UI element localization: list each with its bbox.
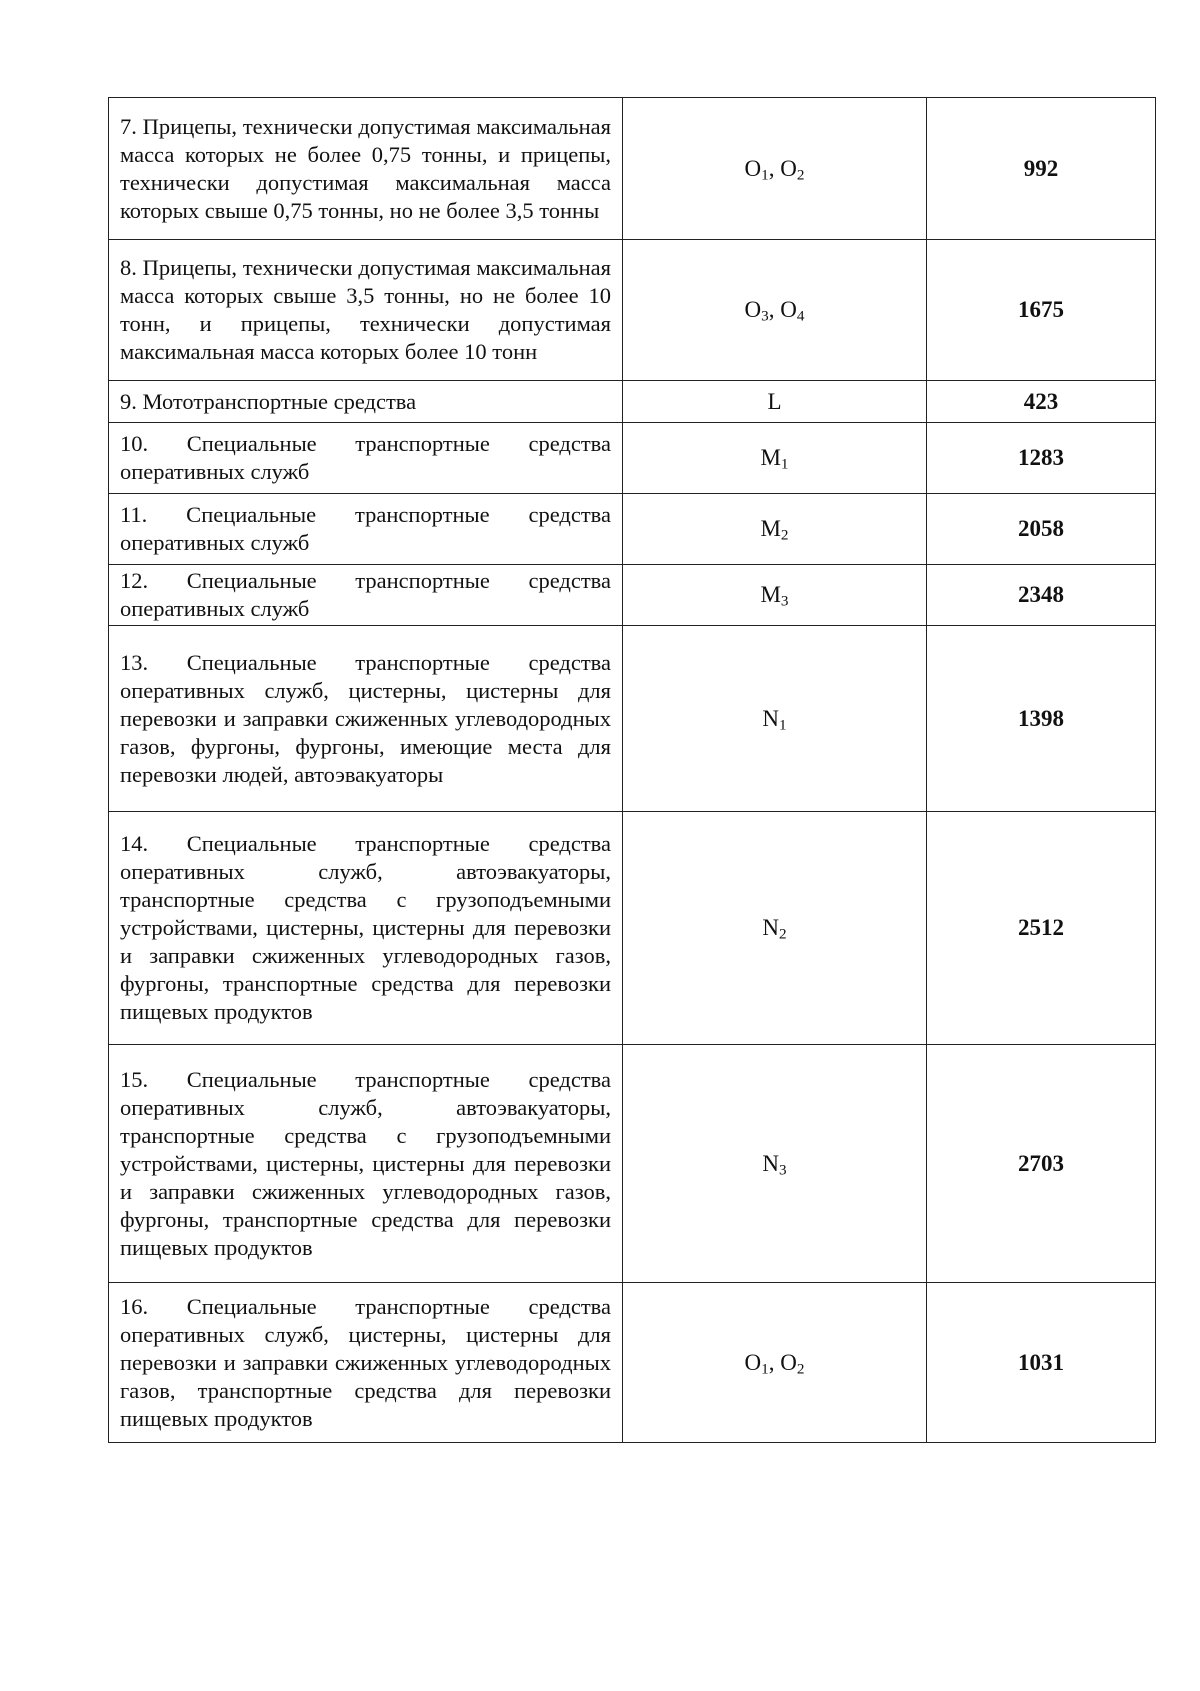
vehicle-description-cell	[109, 626, 623, 812]
vehicle-description-cell	[109, 240, 623, 381]
amount-cell	[927, 381, 1156, 423]
amount-value: 1675	[1018, 297, 1064, 322]
vehicle-category-cell	[623, 812, 927, 1045]
vehicle-category	[760, 445, 789, 473]
vehicle-description-cell	[109, 381, 623, 423]
category-letter: O	[780, 1349, 797, 1375]
amount-cell	[927, 423, 1156, 494]
category-letter: M	[760, 445, 781, 470]
amount-value: 2058	[1018, 516, 1064, 541]
category-separator: ,	[768, 155, 781, 181]
table-row	[109, 240, 1156, 381]
category-letter: O	[744, 155, 762, 181]
vehicle-category-cell	[623, 98, 927, 240]
vehicle-category	[760, 516, 789, 544]
category-letter: N	[762, 705, 780, 731]
table-row	[109, 1045, 1156, 1283]
category-subscript: 2	[796, 165, 805, 183]
vehicle-category	[760, 582, 789, 610]
category-subscript: 4	[796, 307, 805, 325]
vehicle-description: 15. Специальные транспортные средства оперативных служб, автоэвакуаторы, транспортные средства с грузоподъемными устройствами, цистерны, цистерны для перевозки и заправки сжиженных углеводородных газов, фургоны, транспортные средства для перевозки пищевых продуктов	[120, 1066, 611, 1260]
vehicle-description: 7. Прицепы, технически допустимая максимальная масса которых не более 0,75 тонны, и прицепы, технически допустимая максимальная масса которых свыше 0,75 тонны, но не более 3,5 тонны	[120, 113, 611, 223]
vehicle-description-cell	[109, 494, 623, 565]
table-row	[109, 626, 1156, 812]
tariff-table	[108, 97, 1156, 1443]
vehicle-category	[744, 297, 805, 325]
amount-value: 992	[1023, 155, 1059, 181]
vehicle-category-cell	[623, 381, 927, 423]
category-letter: M	[760, 516, 781, 541]
table-row	[109, 565, 1156, 626]
amount-value: 2512	[1018, 915, 1064, 940]
vehicle-description-cell	[109, 98, 623, 240]
amount-cell	[927, 494, 1156, 565]
category-subscript: 1	[779, 715, 787, 733]
vehicle-description: 11. Специальные транспортные средства оперативных служб	[120, 502, 611, 555]
amount-cell	[927, 240, 1156, 381]
amount-value: 1283	[1018, 445, 1064, 470]
amount-cell	[927, 1045, 1156, 1283]
amount-value: 1398	[1018, 705, 1064, 731]
category-letter: O	[744, 1349, 762, 1375]
amount-value: 2703	[1018, 1150, 1064, 1176]
amount-value: 423	[1023, 388, 1059, 414]
vehicle-category-cell	[623, 494, 927, 565]
vehicle-category-cell	[623, 423, 927, 494]
category-letter: O	[744, 297, 762, 322]
category-separator: ,	[768, 1349, 781, 1375]
vehicle-description: 13. Специальные транспортные средства оперативных служб, цистерны, цистерны для перевозки и заправки сжиженных углеводородных газов, фургоны, фургоны, имеющие места для перевозки людей, автоэвакуаторы	[120, 649, 611, 787]
category-subscript: 3	[761, 307, 769, 325]
vehicle-description-cell	[109, 565, 623, 626]
vehicle-description-cell	[109, 423, 623, 494]
category-letter: O	[780, 155, 797, 181]
vehicle-description: 8. Прицепы, технически допустимая максимальная масса которых свыше 3,5 тонны, но не более 10 тонн, и прицепы, технически допустимая максимальная масса которых более 10 тонн	[120, 255, 611, 364]
category-subscript: 1	[761, 1359, 769, 1377]
vehicle-description-cell	[109, 1045, 623, 1283]
vehicle-category	[767, 389, 781, 414]
amount-cell	[927, 565, 1156, 626]
vehicle-category	[745, 1350, 805, 1375]
vehicle-category	[762, 706, 786, 731]
table-row	[109, 1283, 1156, 1443]
vehicle-category-cell	[623, 1045, 927, 1283]
table-row	[109, 423, 1156, 494]
vehicle-description-cell	[109, 812, 623, 1045]
category-subscript: 2	[779, 925, 787, 943]
vehicle-description: 9. Мототранспортные средства	[120, 388, 417, 414]
vehicle-category-cell	[623, 626, 927, 812]
vehicle-category	[762, 915, 787, 943]
amount-cell	[927, 98, 1156, 240]
category-subscript: 3	[779, 1160, 787, 1178]
vehicle-category	[745, 156, 805, 181]
tariff-table-body	[109, 98, 1156, 1443]
category-subscript: 1	[761, 165, 769, 183]
table-row	[109, 494, 1156, 565]
category-letter: N	[762, 915, 780, 940]
amount-value: 1031	[1018, 1349, 1064, 1375]
category-subscript: 2	[796, 1359, 805, 1377]
category-subscript: 1	[780, 455, 789, 473]
vehicle-category-cell	[623, 1283, 927, 1443]
amount-cell	[927, 626, 1156, 812]
table-row	[109, 381, 1156, 423]
category-letter: L	[767, 388, 782, 414]
table-row	[109, 812, 1156, 1045]
vehicle-category	[762, 1151, 786, 1176]
vehicle-category-cell	[623, 240, 927, 381]
amount-cell	[927, 812, 1156, 1045]
table-row	[109, 98, 1156, 240]
vehicle-description: 14. Специальные транспортные средства оперативных служб, автоэвакуаторы, транспортные средства с грузоподъемными устройствами, цистерны, цистерны для перевозки и заправки сжиженных углеводородных газов, фургоны, транспортные средства для перевозки пищевых продуктов	[120, 831, 611, 1024]
vehicle-category-cell	[623, 565, 927, 626]
category-letter: O	[780, 297, 797, 322]
vehicle-description: 12. Специальные транспортные средства оперативных служб	[120, 568, 611, 621]
category-letter: M	[760, 582, 781, 607]
vehicle-description: 16. Специальные транспортные средства оперативных служб, цистерны, цистерны для перевозки и заправки сжиженных углеводородных газов, транспортные средства для перевозки пищевых продуктов	[120, 1293, 611, 1431]
category-subscript: 3	[780, 592, 789, 610]
amount-value: 2348	[1018, 582, 1064, 607]
vehicle-description-cell	[109, 1283, 623, 1443]
amount-cell	[927, 1283, 1156, 1443]
category-subscript: 2	[780, 526, 789, 544]
vehicle-description: 10. Специальные транспортные средства оперативных служб	[120, 431, 611, 484]
category-letter: N	[762, 1150, 780, 1176]
category-separator: ,	[768, 297, 781, 322]
